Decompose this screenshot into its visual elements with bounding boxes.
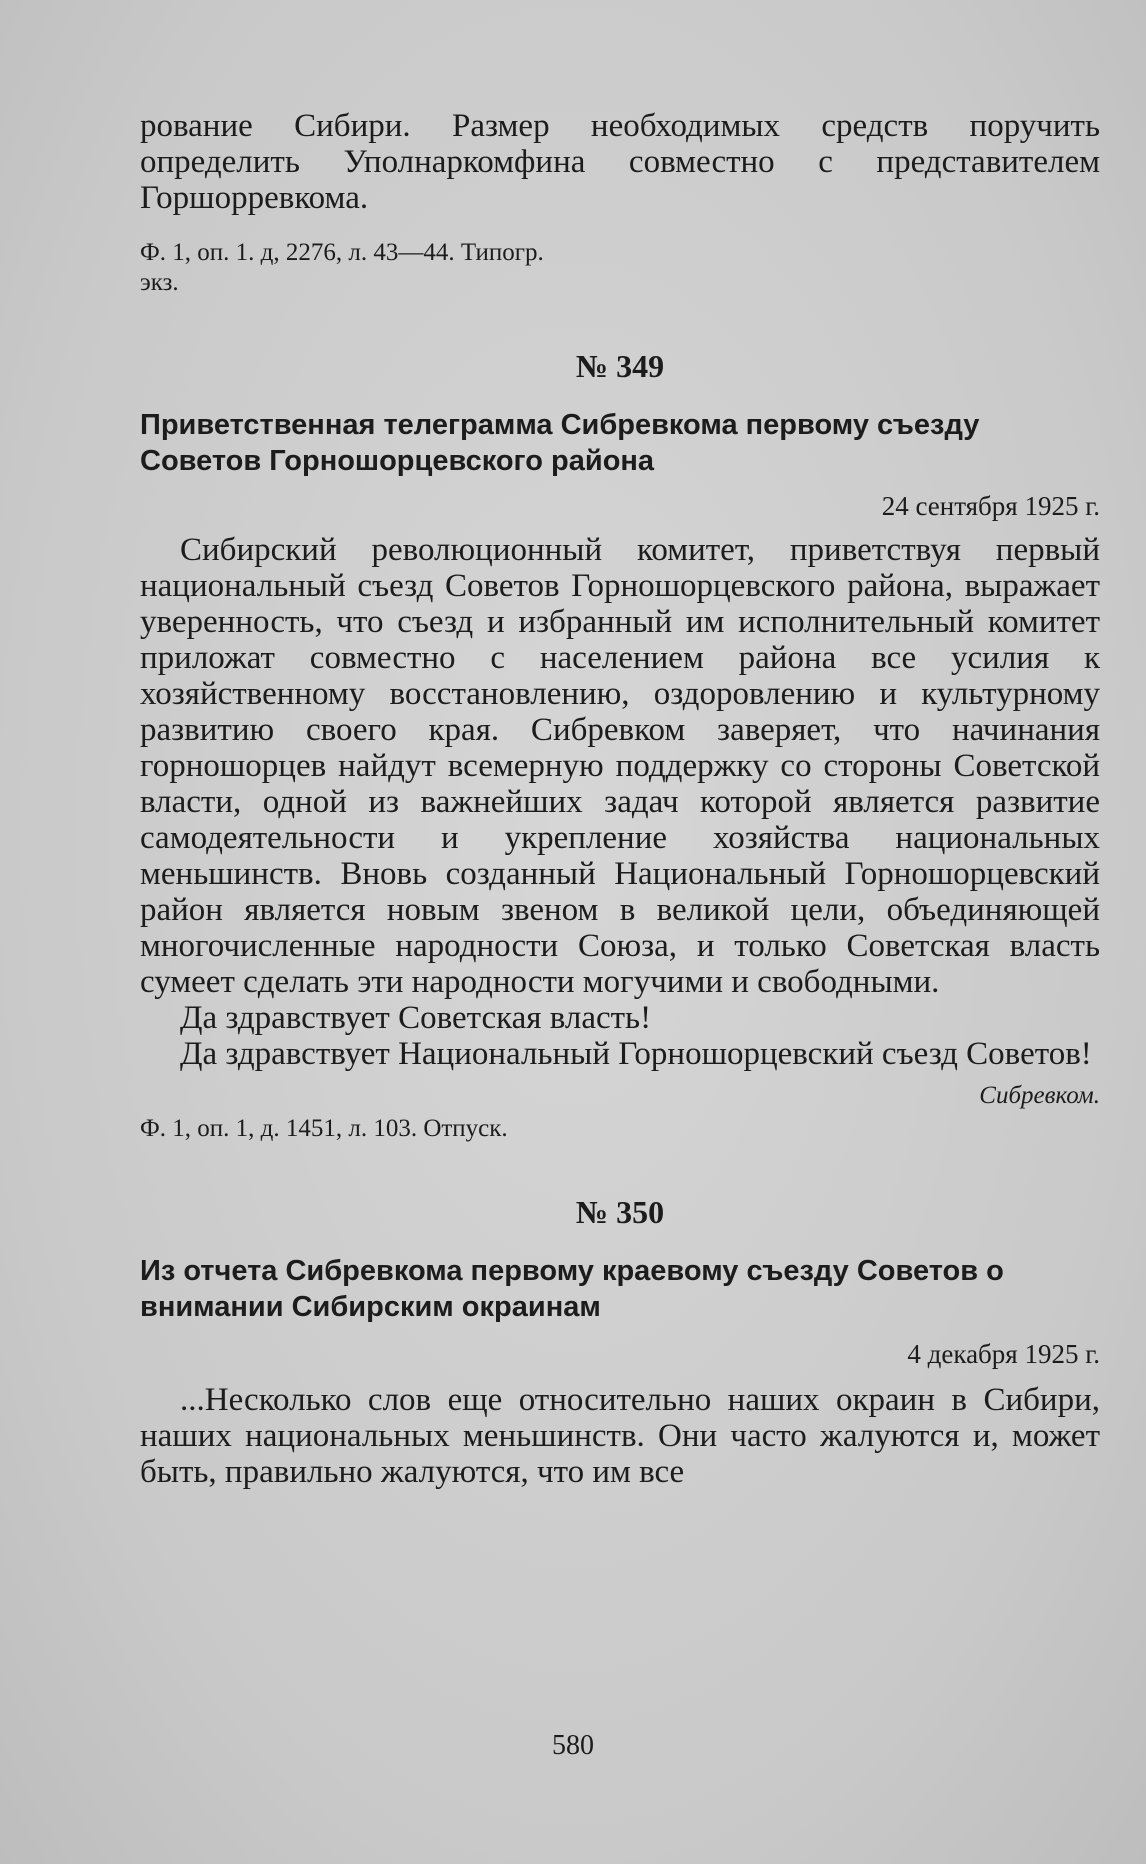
doc-350-date: 4 декабря 1925 г. — [907, 1339, 1100, 1369]
page-number: 580 — [552, 1730, 594, 1761]
doc-349-body: Сибирский революционный комитет, приветствуя первый национальный съезд Советов Горношорцевского района, выражает уверенность, что съезд и избранный им исполнительный комитет приложат совместно с населением района все усилия к хозяйственному восстановлению, оздоровлению и культурному развитию своего края. Сибревком заверяет, что начинания горношорцев найдут всемерную поддержку со стороны Советской власти, одной из важнейших задач которой является развитие самодеятельности и укрепление хозяйства национальных меньшинств. Вновь созданный Национальный Горношорцевский район является новым звеном в великой цели, объединяющей многочисленные народности Союза, и только Советская власть сумеет сделать эти народности могучими и свободными. — [140, 532, 1100, 1000]
page-content — [140, 108, 1100, 1490]
doc-350-title: Из отчета Сибревкома первому краевому съезду Советов о внимании Сибирским окраинам — [140, 1255, 1004, 1323]
doc-349-slogan-2: Да здравствует Национальный Горношорцевский съезд Советов! — [180, 1036, 1092, 1072]
doc-349-number: № 349 — [575, 348, 665, 384]
doc-349-slogan-1: Да здравствует Советская власть! — [180, 1000, 652, 1036]
top-fragment-source: Ф. 1, оп. 1. д, 2276, л. 43—44. Типогр. экз. — [140, 239, 544, 296]
top-fragment-text: рование Сибири. Размер необходимых средств поручить определить Уполнаркомфина совместно с представителем Горшорревкома. — [140, 108, 1100, 216]
doc-349-title: Приветственная телеграмма Сибревкома первому съезду Советов Горношорцевского района — [140, 409, 980, 477]
doc-349-date: 24 сентября 1925 г. — [881, 491, 1100, 521]
doc-349-signature: Сибревком. — [979, 1082, 1100, 1109]
doc-349-source: Ф. 1, оп. 1, д. 1451, л. 103. Отпуск. — [140, 1115, 508, 1142]
doc-350-number: № 350 — [575, 1194, 665, 1230]
doc-350-body: ...Несколько слов еще относительно наших окраин в Сибири, наших национальных меньшинств. Они часто жалуются и, может быть, правильно жалуются, что им все — [140, 1382, 1100, 1490]
